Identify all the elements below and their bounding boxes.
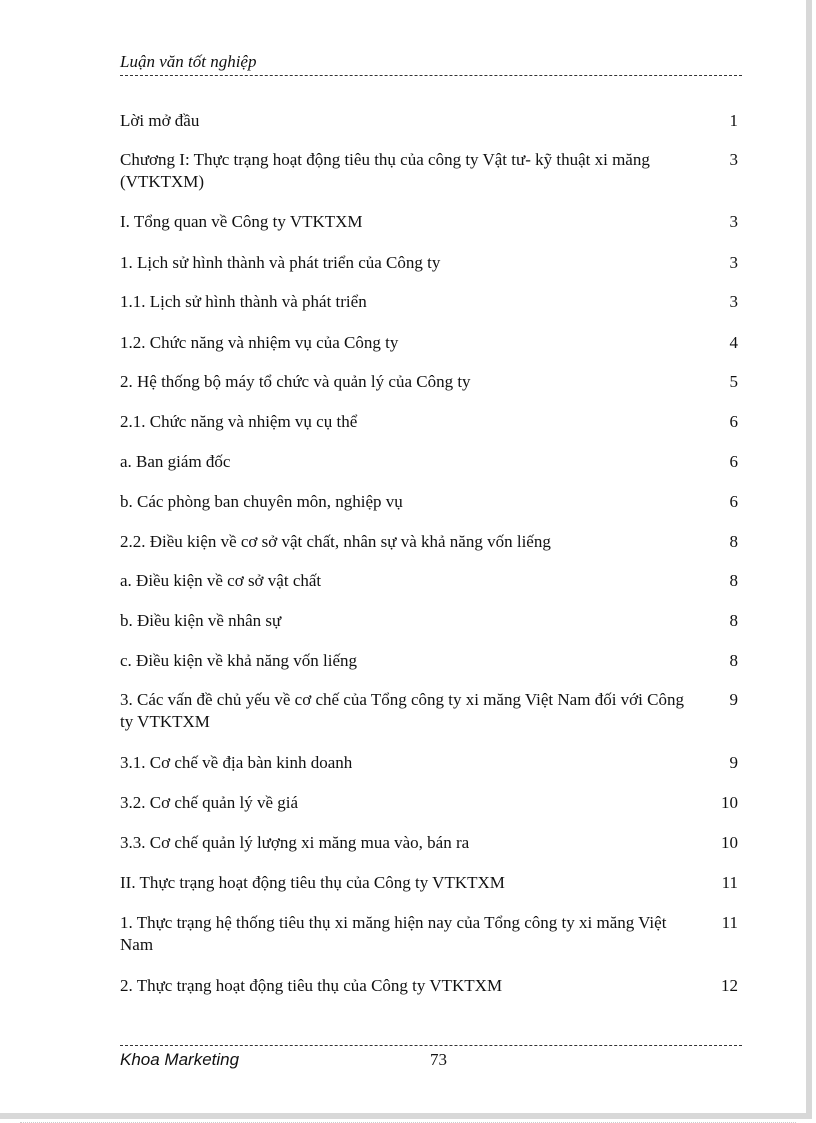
- toc-entry-title: a. Ban giám đốc: [120, 452, 231, 471]
- toc-entry-title: 2.1. Chức năng và nhiệm vụ cụ thể: [120, 412, 358, 431]
- toc-entry-title: Lời mở đầu: [120, 111, 200, 130]
- toc-entry-title: 2. Thực trạng hoạt động tiêu thụ của Công ty VTKTXM: [120, 976, 503, 995]
- header-divider: [120, 75, 742, 76]
- toc-entry-title: 3.3. Cơ chế quản lý lượng xi măng mua vào, bán ra: [120, 833, 470, 852]
- footer-divider: [120, 1045, 742, 1046]
- toc-entry-title: b. Điều kiện về nhân sự: [120, 611, 282, 630]
- toc-entry-title: II. Thực trạng hoạt động tiêu thụ của Công ty VTKTXM: [120, 873, 505, 892]
- footer-page-number: 73: [430, 1050, 447, 1069]
- footer-department: Khoa Marketing: [120, 1050, 240, 1069]
- toc-entry-page: 10: [721, 833, 738, 852]
- toc-entry-title: 2.2. Điều kiện về cơ sở vật chất, nhân sự và khả năng vốn liếng: [120, 532, 551, 551]
- toc-entry-title: 1.2. Chức năng và nhiệm vụ của Công ty: [120, 333, 399, 352]
- toc-entry-title: a. Điều kiện về cơ sở vật chất: [120, 571, 322, 590]
- toc-entry-title: 1. Lịch sử hình thành và phát triển của Công ty: [120, 253, 441, 272]
- toc-entry-title: 3.2. Cơ chế quản lý về giá: [120, 793, 299, 812]
- page-header: Luận văn tốt nghiệp: [120, 52, 257, 71]
- toc-entry-title: 3.1. Cơ chế về địa bàn kinh doanh: [120, 753, 353, 772]
- toc-entry-page: 10: [721, 793, 738, 812]
- toc-entry-page: 3: [729, 212, 738, 231]
- toc-entry-page: 11: [721, 873, 738, 892]
- toc-entry-title: 3. Các vấn đề chủ yếu về cơ chế của Tổng công ty xi măng Việt Nam đối với Công ty VTKTXM: [120, 690, 684, 731]
- toc-entry-page: 8: [729, 651, 738, 670]
- toc-entry-page: 3: [729, 150, 738, 169]
- toc-entry-page: 8: [729, 532, 738, 551]
- toc-entry-page: 1: [729, 111, 738, 130]
- toc-entry-page: 4: [729, 333, 738, 352]
- toc-entry-page: 9: [729, 753, 738, 772]
- toc-entry-page: 3: [729, 292, 738, 311]
- toc-entry-page: 6: [729, 452, 738, 471]
- toc-entry-title: c. Điều kiện về khả năng vốn liếng: [120, 651, 357, 670]
- toc-entry-page: 11: [721, 913, 738, 932]
- toc-entry-page: 5: [729, 372, 738, 391]
- toc-entry-title: 1. Thực trạng hệ thống tiêu thụ xi măng hiện nay của Tổng công ty xi măng Việt Nam: [120, 913, 667, 954]
- toc-entry-page: 3: [729, 253, 738, 272]
- toc-entry-page: 12: [721, 976, 738, 995]
- toc-entry-page: 8: [729, 571, 738, 590]
- toc-entry-title: b. Các phòng ban chuyên môn, nghiệp vụ: [120, 492, 403, 511]
- toc-entry-page: 8: [729, 611, 738, 630]
- toc-entry-title: I. Tổng quan về Công ty VTKTXM: [120, 212, 363, 231]
- toc-entry-page: 9: [729, 690, 738, 709]
- toc-entry-title: Chương I: Thực trạng hoạt động tiêu thụ của công ty Vật tư- kỹ thuật xi măng (VTKTXM): [120, 150, 650, 191]
- toc-entry-title: 2. Hệ thống bộ máy tổ chức và quản lý của Công ty: [120, 372, 471, 391]
- toc-entry-page: 6: [729, 412, 738, 431]
- toc-entry-page: 6: [729, 492, 738, 511]
- toc-entry-title: 1.1. Lịch sử hình thành và phát triển: [120, 292, 367, 311]
